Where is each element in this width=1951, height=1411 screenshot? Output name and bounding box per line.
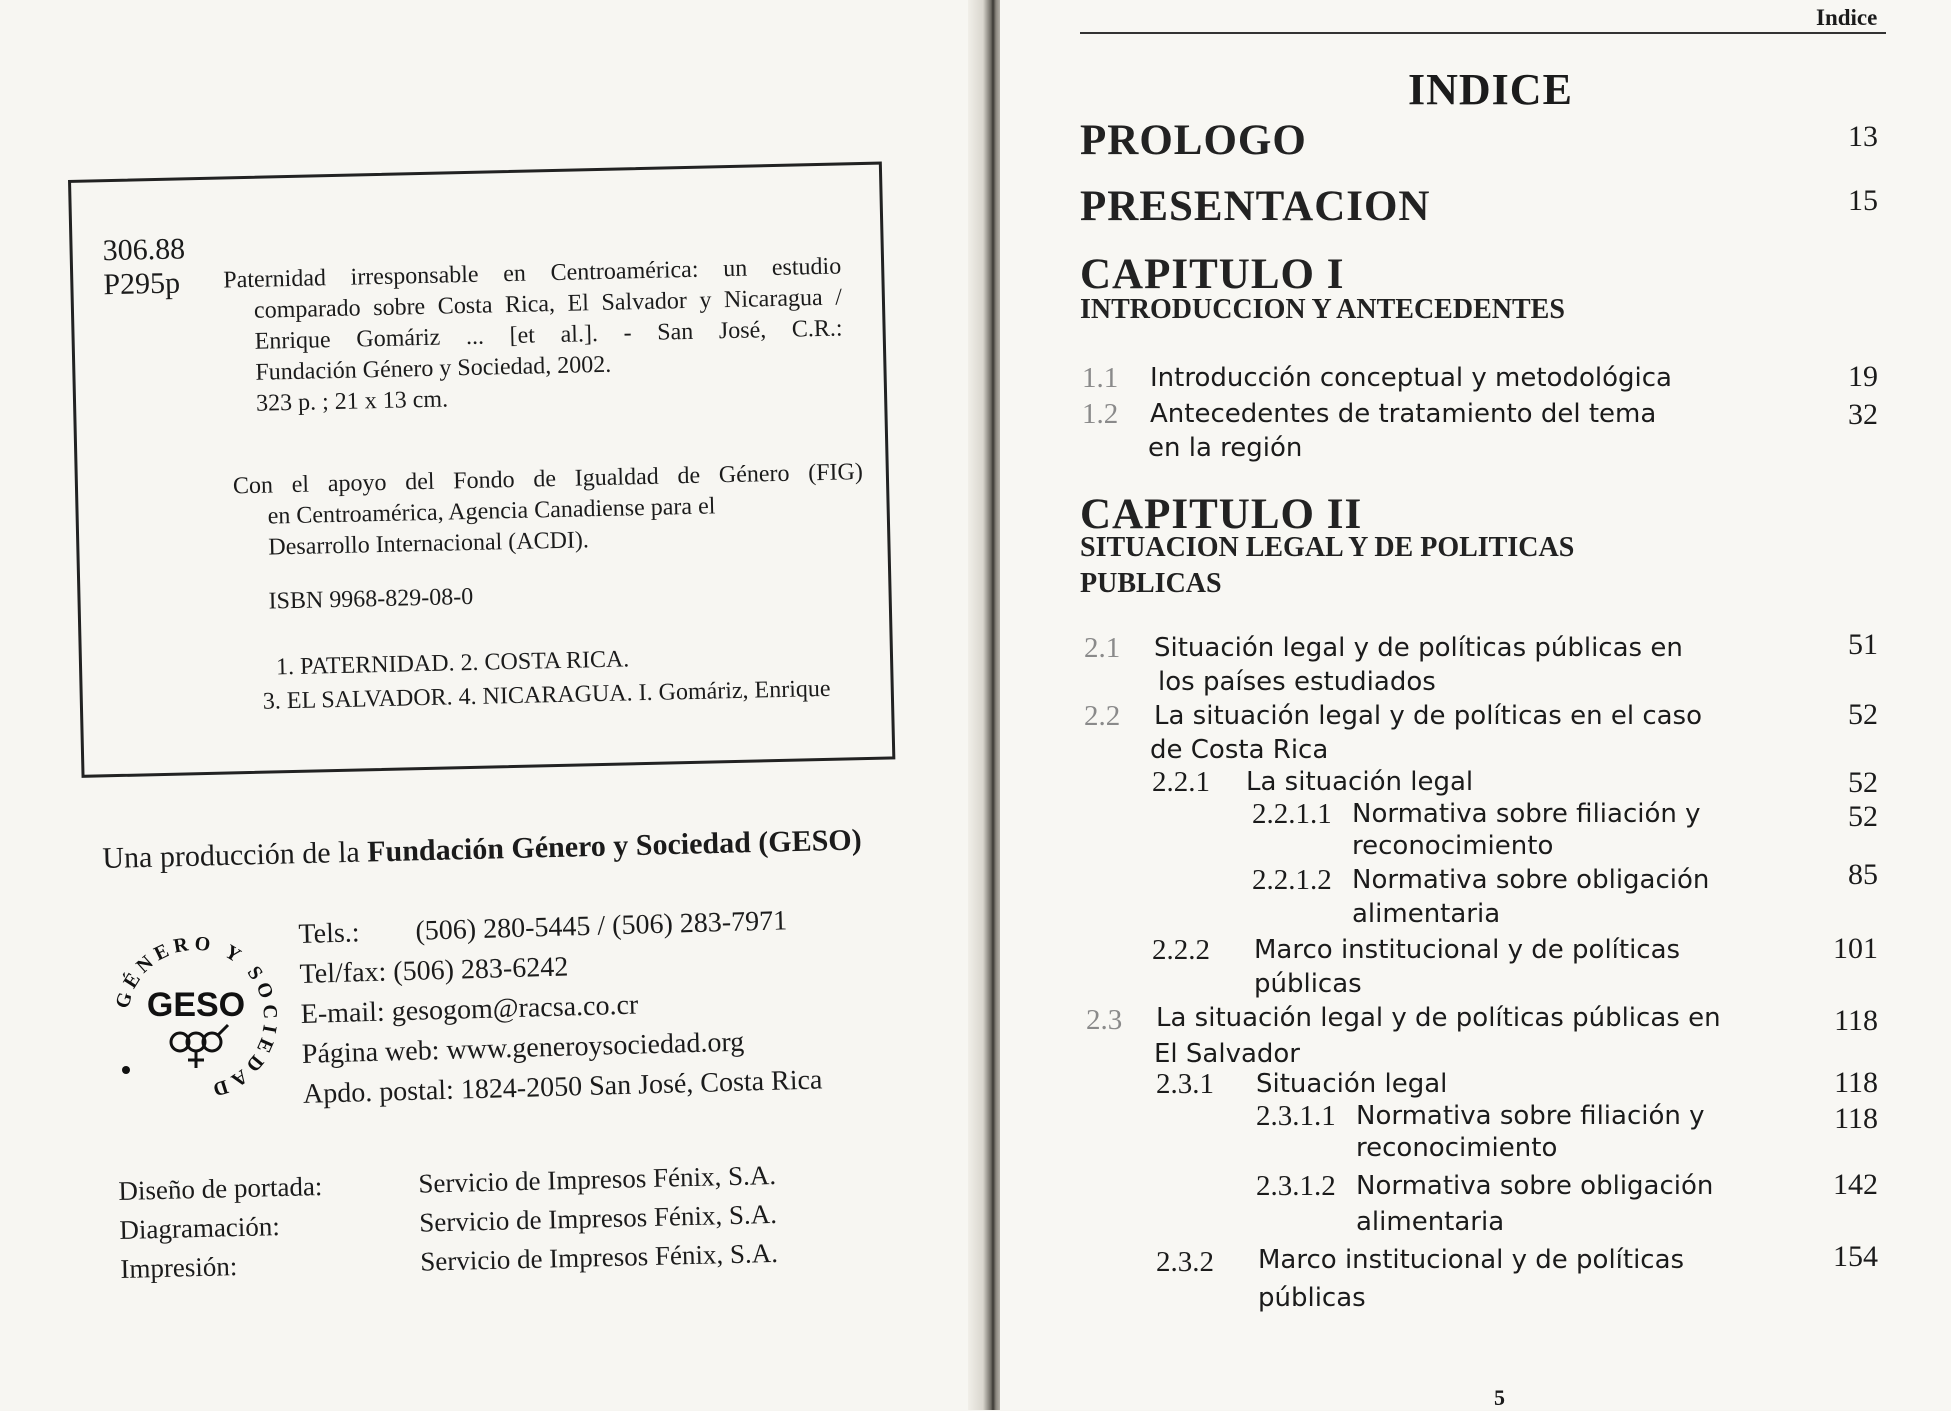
toc-item-text: Situación legal [1256,1069,1448,1099]
toc-item-number: 2.2.1 [1152,766,1210,798]
production-credits [118,1156,778,1289]
toc-item-text: La situación legal [1246,767,1474,797]
toc-item-number: 1.1 [1082,362,1119,394]
toc-item-text: Normativa sobre obligación [1356,1171,1714,1201]
entry-line: 323 p. ; 21 x 13 cm. [255,386,449,417]
toc-item-text-cont: públicas [1258,1283,1366,1313]
toc-page-number: 118 [1834,1066,1878,1099]
toc-item-text: Normativa sobre obligación [1352,865,1710,895]
contact-value: (506) 283-6242 [392,951,569,988]
support-line: en Centroamérica, Agencia Canadiense para el [267,493,716,530]
call-number [102,232,186,302]
cutter-number: P295p [103,266,181,302]
support-line: Desarrollo Internacional (ACDI). [268,527,590,561]
toc-item-text-cont: en la región [1148,433,1303,463]
geso-logo-graphic [108,930,284,1106]
toc-page-number: 85 [1848,858,1878,891]
toc-item-text-cont: El Salvador [1154,1039,1300,1069]
contact-label: Apdo. postal: [302,1074,455,1110]
support-note [233,457,865,564]
toc-item-text: Situación legal y de políticas públicas en [1154,633,1683,663]
catalog-entry [223,251,844,420]
credit-value: Servicio de Impresos Fénix, S.A. [418,1198,778,1238]
toc-page-number: 52 [1848,766,1878,799]
toc-item-number: 2.3 [1086,1004,1123,1036]
toc-page-number: 52 [1848,800,1878,833]
toc-item-text-cont: de Costa Rica [1150,735,1329,765]
toc-chapter-2: CAPITULO II [1080,491,1363,538]
toc-page-number: 154 [1833,1240,1878,1273]
contact-label: E-mail: [300,996,386,1030]
toc-page-number: 101 [1833,932,1878,965]
toc-item-number: 2.3.1.1 [1256,1100,1336,1132]
geso-logo [108,930,284,1106]
production-credit [102,823,862,876]
isbn: ISBN 9968-829-08-0 [268,583,474,615]
contact-label: Tels.: [298,917,360,950]
entry-line: Enrique Gomáriz ... [et al.]. - San José, C.R.: [254,315,843,355]
toc-item-text: Marco institucional y de políticas [1254,935,1681,965]
contact-label: Página web: [301,1035,440,1070]
classification-number: 306.88 [102,232,186,268]
toc-item-text: Normativa sobre filiación y [1352,799,1701,829]
toc-item-text-cont: los países estudiados [1158,667,1436,697]
contact-value: 1824-2050 San José, Costa Rica [460,1064,823,1106]
gender-symbols-icon [171,1025,228,1068]
production-org: Fundación Género y Sociedad (GESO) [366,823,863,869]
page-folio: 5 [1494,1385,1505,1410]
toc-item-number: 2.3.1 [1156,1068,1214,1100]
toc-item-text-cont: alimentaria [1356,1207,1505,1237]
toc-page-number: 13 [1848,120,1878,153]
support-line: Con el apoyo del Fondo de Igualdad de Género (FIG) [232,459,864,500]
toc-page-number: 51 [1848,628,1878,661]
toc-presentacion: PRESENTACION [1080,183,1431,230]
contact-info [298,900,823,1114]
contact-value: gesogom@racsa.co.cr [391,989,639,1028]
credit-label: Diagramación: [119,1211,281,1245]
toc-item-text-cont: alimentaria [1352,899,1501,929]
logo-ring-text: GÉNERO Y SOCIEDAD [111,932,282,1102]
toc-page-number: 15 [1848,184,1878,217]
toc-chapter-1-subtitle: INTRODUCCION Y ANTECEDENTES [1080,294,1565,325]
credit-value: Servicio de Impresos Fénix, S.A. [419,1237,779,1277]
toc-item-text: La situación legal y de políticas en el caso [1154,701,1703,731]
toc-item-number: 2.2 [1084,700,1121,732]
toc-page-number: 118 [1834,1004,1878,1037]
header-rule [1080,32,1886,34]
toc-page-number: 19 [1848,360,1878,393]
toc-page-number: 32 [1848,398,1878,431]
toc-chapter-1: CAPITULO I [1080,251,1345,298]
entry-line: comparado sobre Costa Rica, El Salvador y Nicaragua / [253,284,843,324]
toc-item-text: Antecedentes de tratamiento del tema [1150,399,1657,429]
credit-value: Servicio de Impresos Fénix, S.A. [418,1159,777,1199]
credit-label: Diseño de portada: [118,1171,323,1206]
toc-item-number: 2.1 [1084,632,1121,664]
contact-value: www.generoysociedad.org [446,1026,745,1066]
toc-item-text-cont: reconocimiento [1356,1133,1558,1163]
entry-line: Fundación Género y Sociedad, 2002. [255,351,612,386]
catalog-card [68,162,895,778]
credit-label: Impresión: [120,1251,238,1284]
toc-page-number: 142 [1833,1168,1878,1201]
toc-item-number: 2.2.1.2 [1252,864,1332,896]
entry-line: Paternidad irresponsable en Centroamérica: un estudio [223,253,842,294]
subject-line: 3. EL SALVADOR. 4. NICARAGUA. I. Gomáriz, Enrique [262,675,831,715]
toc-item-number: 1.2 [1082,398,1119,430]
subject-line: 1. PATERNIDAD. 2. COSTA RICA. [275,646,630,681]
toc-page-number: 118 [1834,1102,1878,1135]
toc-prologo: PROLOGO [1080,117,1307,164]
toc-item-number: 2.2.2 [1152,934,1210,966]
toc-page-number: 52 [1848,698,1878,731]
logo-text: GESO [146,986,246,1024]
toc-item-text: La situación legal y de políticas públicas en [1156,1003,1721,1033]
toc-chapter-2-subtitle: SITUACION LEGAL Y DE POLITICAS [1080,532,1575,563]
contact-label: Tel/fax: [299,956,387,990]
production-prefix: Una producción de la [102,835,368,875]
toc-item-number: 2.3.1.2 [1256,1170,1336,1202]
toc-item-text-cont: públicas [1254,969,1362,999]
toc-item-number: 2.3.2 [1156,1246,1214,1278]
toc-item-text: Normativa sobre filiación y [1356,1101,1705,1131]
toc-title: INDICE [1408,65,1573,114]
toc-item-number: 2.2.1.1 [1252,798,1332,830]
toc-item-text-cont: reconocimiento [1352,831,1554,861]
running-head: Indice [1816,5,1878,30]
toc-item-text: Introducción conceptual y metodológica [1150,363,1672,393]
subject-headings [262,638,831,719]
toc-chapter-2-subtitle: PUBLICAS [1080,568,1222,599]
toc-item-text: Marco institucional y de políticas [1258,1245,1685,1275]
contact-value: (506) 280-5445 / (506) 283-7971 [415,905,788,947]
